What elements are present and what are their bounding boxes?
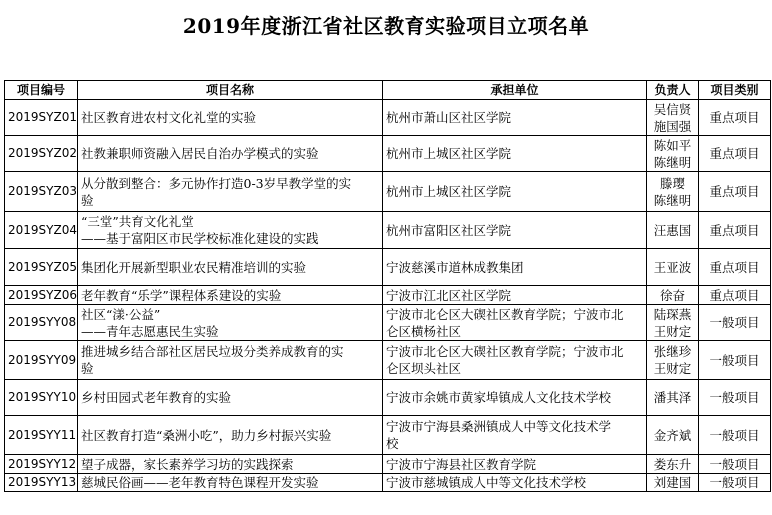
table-row (5, 136, 771, 172)
cell-person-in-charge (647, 341, 699, 380)
document-title: 2019年度浙江省社区教育实验项目立项名单 (182, 14, 590, 38)
cell-person-in-charge-line: 施国强 (653, 118, 692, 134)
cell-project-code: 2019SYZ02 (5, 136, 78, 172)
cell-project-type: 一般项目 (699, 341, 771, 380)
cell-project-name-line: 从分散到整合：多元协作打造0-3岁早教学堂的实 (81, 175, 352, 191)
cell-undertaking-unit-line: 仑区横杨社区 (386, 323, 462, 339)
cell-project-name (78, 380, 383, 416)
cell-person-in-charge (647, 305, 699, 341)
cell-project-name (78, 474, 383, 492)
cell-project-name-line: 推进城乡结合部社区居民垃圾分类养成教育的实 (81, 344, 344, 359)
cell-person-in-charge-line: 金齐斌 (653, 427, 692, 443)
cell-project-code: 2019SYY10 (5, 380, 78, 416)
cell-person-in-charge (647, 455, 699, 474)
cell-undertaking-unit (383, 249, 647, 286)
cell-project-name (78, 416, 383, 455)
table-row (5, 172, 771, 212)
cell-project-name-line: 社教兼职师资融入居民自治办学模式的实验 (81, 146, 319, 161)
cell-project-name (78, 212, 383, 249)
cell-undertaking-unit (383, 286, 647, 305)
cell-project-name-line: 验 (81, 192, 94, 208)
cell-project-type: 一般项目 (699, 305, 771, 341)
cell-undertaking-unit (383, 212, 647, 249)
table-row (5, 416, 771, 455)
cell-project-code: 2019SYZ01 (5, 100, 78, 136)
header-project-type: 项目类别 (699, 81, 771, 100)
cell-project-name (78, 100, 383, 136)
cell-undertaking-unit-line: 宁波市江北区社区学院 (386, 287, 512, 303)
cell-project-type: 一般项目 (699, 474, 771, 492)
cell-project-name-line: ——青年志愿惠民生实验 (81, 323, 219, 339)
cell-undertaking-unit-line: 杭州市富阳区社区学院 (386, 222, 512, 238)
cell-project-name-line: ——基于富阳区市民学校标准化建设的实践 (81, 231, 319, 246)
cell-project-code: 2019SYZ04 (5, 212, 78, 249)
cell-person-in-charge-line: 陆琛燕 (653, 306, 692, 322)
cell-person-in-charge (647, 212, 699, 249)
cell-person-in-charge-line: 吴信贤 (653, 101, 692, 117)
cell-project-type: 重点项目 (699, 100, 771, 136)
cell-undertaking-unit (383, 341, 647, 380)
cell-project-type: 重点项目 (699, 249, 771, 286)
cell-person-in-charge-line: 王亚波 (653, 259, 692, 275)
cell-project-type: 一般项目 (699, 380, 771, 416)
cell-project-code: 2019SYY13 (5, 474, 78, 492)
cell-undertaking-unit-line: 杭州市上城区社区学院 (386, 146, 512, 161)
table-row (5, 380, 771, 416)
cell-project-name (78, 136, 383, 172)
cell-person-in-charge-line: 王财定 (653, 323, 692, 339)
cell-undertaking-unit-line: 宁波市余姚市黄家埠镇成人文化技术学校 (386, 390, 612, 405)
table-row (5, 249, 771, 286)
table-row (5, 341, 771, 380)
cell-project-name-line: 老年教育“乐学”课程体系建设的实验 (81, 287, 282, 303)
cell-project-name-line: 望子成器，家长素养学习坊的实践探索 (81, 456, 294, 472)
table-row (5, 286, 771, 305)
cell-undertaking-unit-line: 宁波市北仑区大碶社区教育学院；宁波市北 (386, 306, 624, 322)
cell-project-name (78, 305, 383, 341)
cell-person-in-charge (647, 100, 699, 136)
cell-person-in-charge (647, 249, 699, 286)
cell-project-code: 2019SYZ05 (5, 249, 78, 286)
cell-project-type: 一般项目 (699, 416, 771, 455)
table-row (5, 474, 771, 492)
cell-undertaking-unit (383, 136, 647, 172)
cell-project-name-line: “三堂”共育文化礼堂 (81, 214, 194, 229)
header-person-in-charge: 负责人 (647, 81, 699, 100)
cell-project-name-line: 社区“漾·公益” (81, 306, 161, 322)
cell-project-name-line: 乡村田园式老年教育的实验 (81, 390, 232, 405)
table-row (5, 305, 771, 341)
cell-undertaking-unit-line: 宁波市北仑区大碶社区教育学院；宁波市北 (386, 344, 624, 359)
cell-project-name-line: 集团化开展新型职业农民精准培训的实验 (81, 259, 307, 275)
header-project-name: 项目名称 (78, 81, 383, 100)
cell-person-in-charge-line: 王财定 (653, 361, 692, 376)
cell-person-in-charge (647, 286, 699, 305)
cell-project-code: 2019SYY09 (5, 341, 78, 380)
cell-project-name-line: 验 (81, 361, 94, 376)
cell-person-in-charge-line: 徐奋 (659, 287, 685, 303)
cell-person-in-charge-line: 陈继明 (653, 154, 692, 170)
cell-undertaking-unit-line: 杭州市萧山区社区学院 (386, 110, 512, 125)
cell-undertaking-unit (383, 455, 647, 474)
cell-project-name-line: 慈城民俗画——老年教育特色课程开发实验 (81, 475, 319, 490)
cell-project-name (78, 286, 383, 305)
cell-person-in-charge-line: 娄东升 (653, 456, 692, 472)
table-row (5, 100, 771, 136)
cell-project-type: 重点项目 (699, 212, 771, 249)
cell-project-code: 2019SYY11 (5, 416, 78, 455)
cell-undertaking-unit-line: 杭州市上城区社区学院 (386, 184, 512, 199)
cell-person-in-charge-line: 刘建国 (653, 475, 692, 490)
cell-undertaking-unit-line: 宁波市慈城镇成人中等文化技术学校 (386, 475, 587, 490)
cell-undertaking-unit (383, 380, 647, 416)
cell-undertaking-unit (383, 416, 647, 455)
table-row (5, 212, 771, 249)
project-list-table (4, 80, 771, 492)
cell-project-type: 重点项目 (699, 286, 771, 305)
cell-person-in-charge-line: 陈继明 (653, 192, 692, 208)
cell-person-in-charge (647, 380, 699, 416)
cell-project-type: 一般项目 (699, 455, 771, 474)
cell-person-in-charge-line: 张继珍 (653, 344, 692, 359)
cell-undertaking-unit-line: 仑区坝头社区 (386, 361, 462, 376)
cell-project-code: 2019SYZ06 (5, 286, 78, 305)
cell-person-in-charge-line: 陈如平 (653, 137, 692, 153)
cell-project-code: 2019SYY12 (5, 455, 78, 474)
cell-person-in-charge (647, 416, 699, 455)
cell-project-name (78, 341, 383, 380)
cell-person-in-charge (647, 136, 699, 172)
cell-person-in-charge (647, 172, 699, 212)
cell-person-in-charge-line: 汪惠国 (653, 222, 692, 238)
cell-undertaking-unit-line: 宁波市宁海县社区教育学院 (386, 456, 537, 472)
cell-project-name-line: 社区教育打造“桑洲小吃”，助力乡村振兴实验 (81, 427, 332, 443)
cell-project-code: 2019SYZ03 (5, 172, 78, 212)
cell-project-type: 重点项目 (699, 136, 771, 172)
cell-project-name (78, 455, 383, 474)
cell-project-name (78, 172, 383, 212)
cell-project-name-line: 社区教育进农村文化礼堂的实验 (81, 110, 257, 125)
cell-undertaking-unit (383, 305, 647, 341)
cell-person-in-charge (647, 474, 699, 492)
header-undertaking-unit: 承担单位 (383, 81, 647, 100)
cell-project-code: 2019SYY08 (5, 305, 78, 341)
cell-undertaking-unit-line: 宁波市宁海县桑洲镇成人中等文化技术学 (386, 419, 612, 434)
cell-project-name (78, 249, 383, 286)
cell-project-type: 重点项目 (699, 172, 771, 212)
cell-person-in-charge-line: 滕璎 (659, 175, 685, 191)
cell-undertaking-unit-line: 宁波慈溪市道林成教集团 (386, 259, 524, 275)
cell-undertaking-unit (383, 100, 647, 136)
cell-undertaking-unit-line: 校 (386, 436, 399, 451)
table-body (5, 100, 771, 492)
header-project-code: 项目编号 (5, 81, 78, 100)
table-row (5, 455, 771, 474)
cell-undertaking-unit (383, 172, 647, 212)
cell-person-in-charge-line: 潘其泽 (653, 390, 692, 405)
cell-undertaking-unit (383, 474, 647, 492)
table-header-row (5, 81, 771, 100)
